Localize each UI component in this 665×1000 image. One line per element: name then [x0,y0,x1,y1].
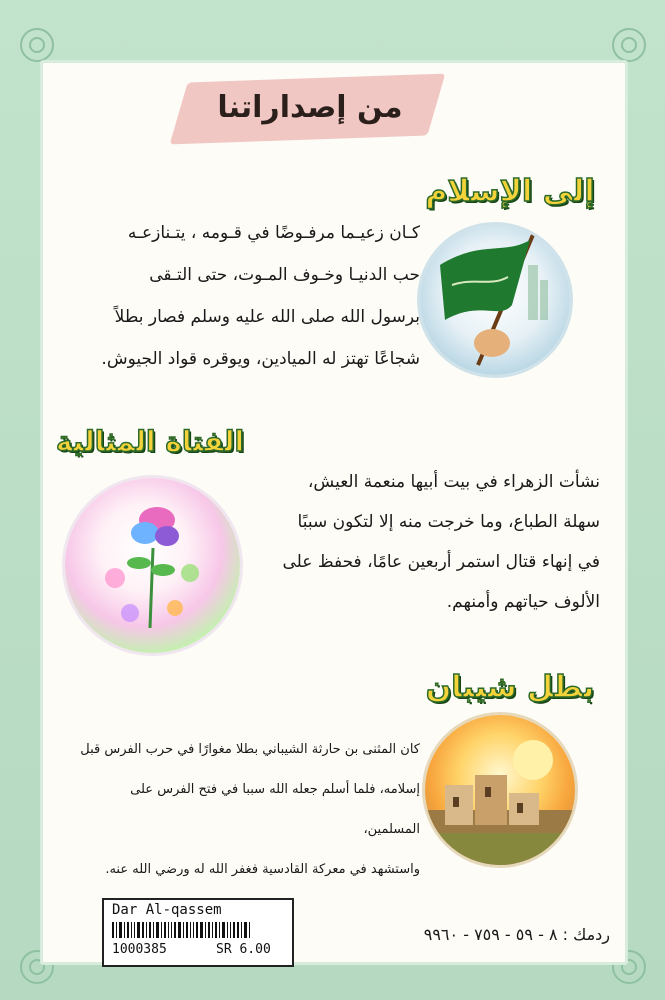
flower-icon [65,478,240,653]
price-sticker [102,898,294,967]
section-2-line-3: في إنهاء قتال استمر أربعين عامًا، فحفظ على [282,552,600,572]
section-title-3: بطل شيبان [425,670,595,705]
section-1-line-1: كـان زعيـما مرفـوضًا في قـومه ، يتـنازعـه [127,223,420,243]
item-number: 1000385 [112,942,167,957]
swirl-icon [20,28,54,62]
section-body-2 [250,462,600,622]
banner-title: من إصداراتنا [217,90,403,125]
isbn-text: ردمك : ٨ - ٥٩ - ٧٥٩ - ٩٩٦٠ [423,925,610,944]
section-2-line-1: نشأت الزهراء في بيت أبيها منعمة العيش، [307,472,600,492]
section-1-line-2: حب الدنيـا وخـوف المـوت، حتى التـقى [149,265,420,285]
section-3-line-1: كان المثنى بن حارثة الشيباني بطلا مغوارًا في حرب الفرس قبل [80,742,420,757]
price-label: SR 6.00 [216,942,271,957]
section-2-line-4: الألوف حياتهم وأمنهم. [446,592,600,612]
section-1-line-4: شجاعًا تهتز له الميادين، ويوقره قواد الجيوش. [101,349,420,369]
section-title-2: الفتاة المثالية [55,425,245,458]
flag-hand-icon [420,225,570,375]
section-title-1: إلى الإسلام [425,174,595,209]
publisher-name: Dar Al-qassem [112,902,222,918]
section-body-1 [70,212,420,380]
swirl-icon [612,28,646,62]
desert-ruins-icon [425,715,575,865]
barcode-icon [112,922,282,938]
section-3-line-3: واستشهد في معركة القادسية فغفر الله له ورضي الله عنه. [105,862,420,877]
section-3-line-2: إسلامه، فلما أسلم جعله الله سببا في فتح الفرس على المسلمين، [130,782,420,837]
section-body-3 [80,730,420,890]
section-1-line-3: برسول الله صلى الله عليه وسلم فصار بطلاً [114,307,420,327]
section-2-line-2: سهلة الطباع، وما خرجت منه إلا لتكون سببًا [297,512,600,532]
